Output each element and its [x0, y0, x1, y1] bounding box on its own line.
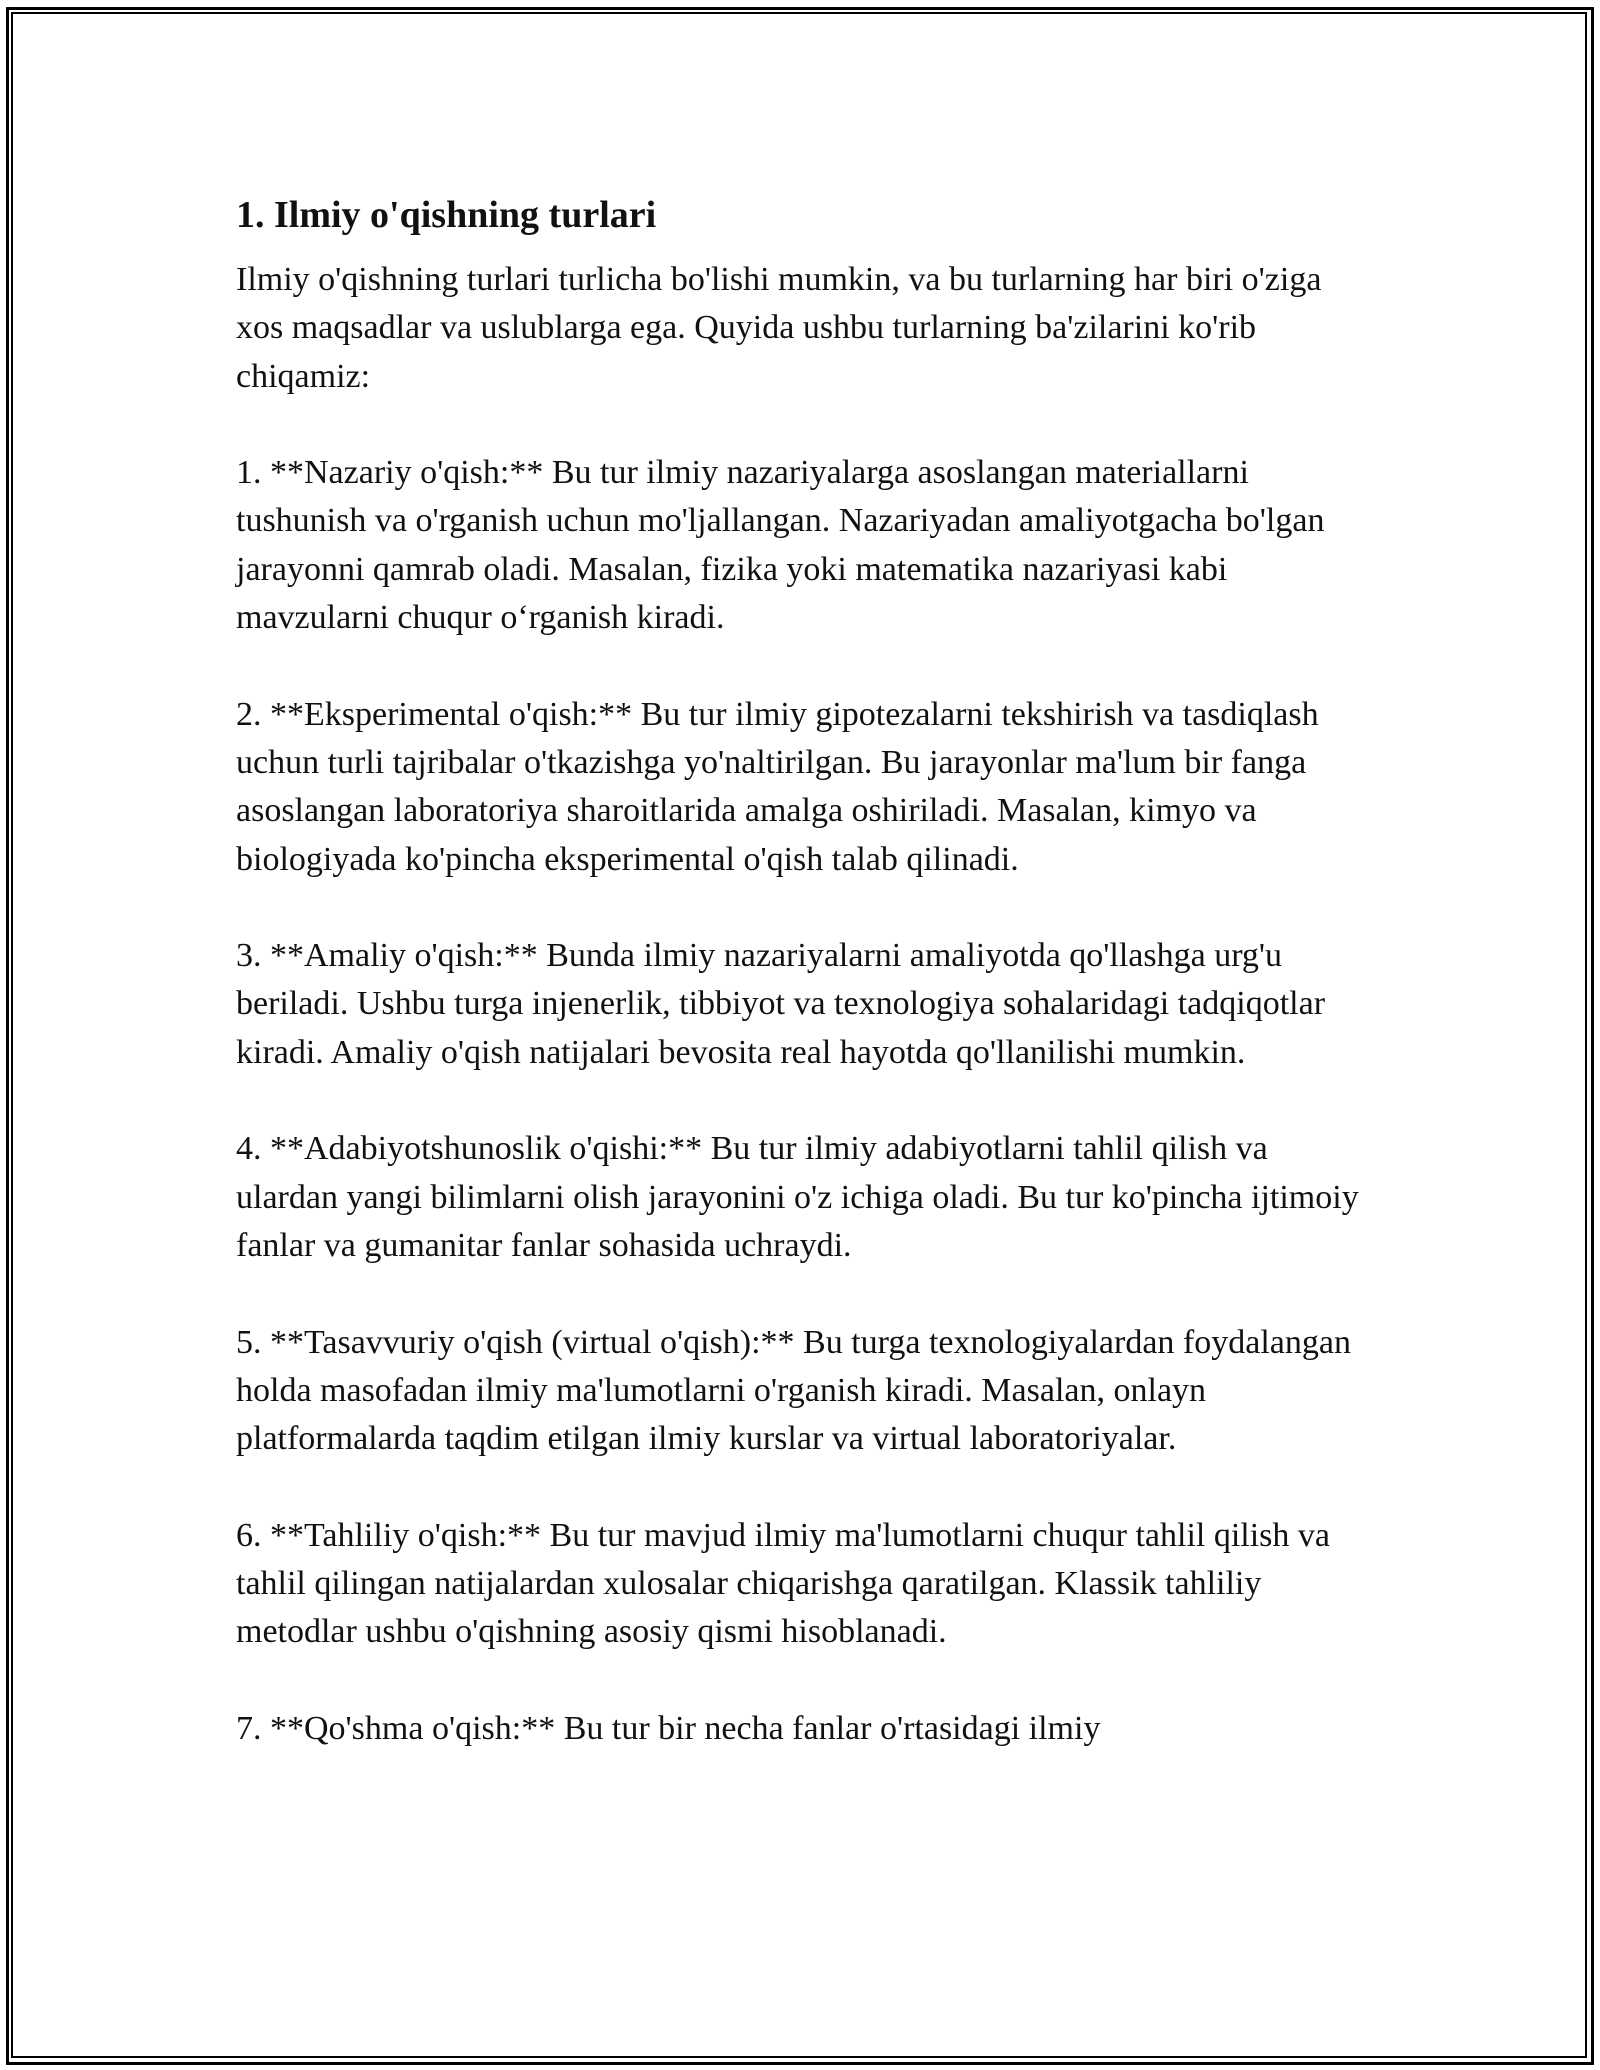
list-item-tasavvuriy: 5. **Tasavvuriy o'qish (virtual o'qish):** Bu turga texnologiyalardan foydalangan holda masofadan ilmiy ma'lumotlarni o'rganish kiradi. Masalan, onlayn platformalarda taqdim etilgan ilmiy kurslar va virtual laboratoriyalar.: [236, 1323, 1351, 1458]
document-body: [236, 186, 1376, 1753]
list-item-eksperimental: 2. **Eksperimental o'qish:** Bu tur ilmiy gipotezalarni tekshirish va tasdiqlash uchun turli tajribalar o'tkazishga yo'naltirilgan. Bu jarayonlar ma'lum bir fanga asoslangan laboratoriya sharoitlarida amalga oshiriladi. Masalan, kimyo va biologiyada ko'pincha eksperimental o'qish talab qilinadi.: [236, 695, 1319, 878]
list-item-amaliy: 3. **Amaliy o'qish:** Bunda ilmiy nazariyalarni amaliyotda qo'llashga urg'u beriladi. Ushbu turga injenerlik, tibbiyot va texnologiya sohalaridagi tadqiqotlar kiradi. Amaliy o'qish natijalari bevosita real hayotda qo'llanilishi mumkin.: [236, 937, 1326, 1071]
list-item-nazariy: 1. **Nazariy o'qish:** Bu tur ilmiy nazariyalarga asoslangan materiallarni tushunish va o'rganish uchun mo'ljallangan. Nazariyadan amaliyotgacha bo'lgan jarayonni qamrab oladi. Masalan, fizika yoki matematika nazariyasi kabi mavzularni chuqur o‘rganish kiradi.: [236, 454, 1325, 637]
list-item-adabiyotshunoslik: 4. **Adabiyotshunoslik o'qishi:** Bu tur ilmiy adabiyotlarni tahlil qilish va ulardan yangi bilimlarni olish jarayonini o'z ichiga oladi. Bu tur ko'pincha ijtimoiy fanlar va gumanitar fanlar sohasida uchraydi.: [236, 1130, 1359, 1264]
list-item-tahliliy: 6. **Tahliliy o'qish:** Bu tur mavjud ilmiy ma'lumotlarni chuqur tahlil qilish va tahlil qilingan natijalardan xulosalar chiqarishga qaratilgan. Klassik tahliliy metodlar ushbu o'qishning asosiy qismi hisoblanadi.: [236, 1516, 1330, 1651]
intro-paragraph: Ilmiy o'qishning turlari turlicha bo'lishi mumkin, va bu turlarning har biri o'ziga xos maqsadlar va uslublarga ega. Quyida ushbu turlarning ba'zilarini ko'rib chiqamiz:: [236, 261, 1322, 395]
section-heading: 1. Ilmiy o'qishning turlari: [236, 194, 657, 236]
list-item-qoshma: 7. **Qo'shma o'qish:** Bu tur bir necha fanlar o'rtasidagi ilmiy: [236, 1709, 1101, 1747]
